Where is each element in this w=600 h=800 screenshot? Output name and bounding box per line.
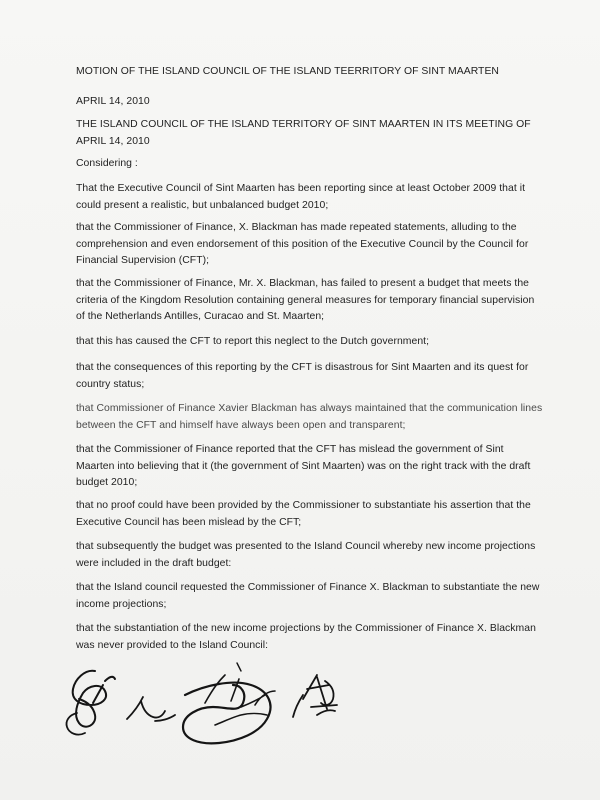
- paragraph-9: that subsequently the budget was presented to the Island Council whereby new income projections were included in the draft budget:: [76, 541, 536, 569]
- paragraph-1: That the Executive Council of Sint Maarten has been reporting since at least October 2009 that it could present a realistic, but unbalanced budget 2010;: [76, 183, 526, 211]
- paragraph-4: that this has caused the CFT to report this neglect to the Dutch government;: [76, 336, 430, 347]
- paragraph-2: that the Commissioner of Finance, X. Blackman has made repeated statements, alluding to the comprehension and even endorsement of this position of the Executive Council by the Council for Financial Supervision (CFT);: [76, 222, 529, 266]
- document-date: APRIL 14, 2010: [76, 96, 150, 107]
- paragraph-5: that the consequences of this reporting by the CFT is disastrous for Sint Maarten and its quest for country status;: [76, 362, 529, 390]
- paragraph-11: that the substantiation of the new income projections by the Commissioner of Finance X. Blackman was never provided to the Island Council:: [76, 623, 536, 651]
- paragraph-3: that the Commissioner of Finance, Mr. X. Blackman, has failed to present a budget that meets the criteria of the Kingdom Resolution containing general measures for temporary financial supervision of the Netherlands Antilles, Curacao and St. Maarten;: [76, 278, 535, 322]
- document-title: MOTION OF THE ISLAND COUNCIL OF THE ISLAND TEERRITORY OF SINT MAARTEN: [76, 66, 499, 77]
- paragraph-10: that the Island council requested the Commissioner of Finance X. Blackman to substantiate the new income projections;: [76, 582, 540, 610]
- document-subtitle: THE ISLAND COUNCIL OF THE ISLAND TERRITORY OF SINT MAARTEN IN ITS MEETING OF APRIL 14, 2010: [76, 119, 531, 147]
- considering-label: Considering :: [76, 158, 138, 169]
- paragraph-8: that no proof could have been provided by the Commissioner to substantiate his assertion that the Executive Council has been mislead by the CFT;: [76, 500, 531, 528]
- signature-group: [55, 655, 355, 775]
- paragraph-7: that the Commissioner of Finance reported that the CFT has mislead the government of Sint Maarten into believing that it (the government of Sint Maarten) was on the right track with the draft budget 2010;: [76, 444, 531, 488]
- handwritten-signatures: [55, 655, 355, 775]
- paragraph-6: that Commissioner of Finance Xavier Blackman has always maintained that the communication lines between the CFT and himself have always been open and transparent;: [76, 403, 543, 431]
